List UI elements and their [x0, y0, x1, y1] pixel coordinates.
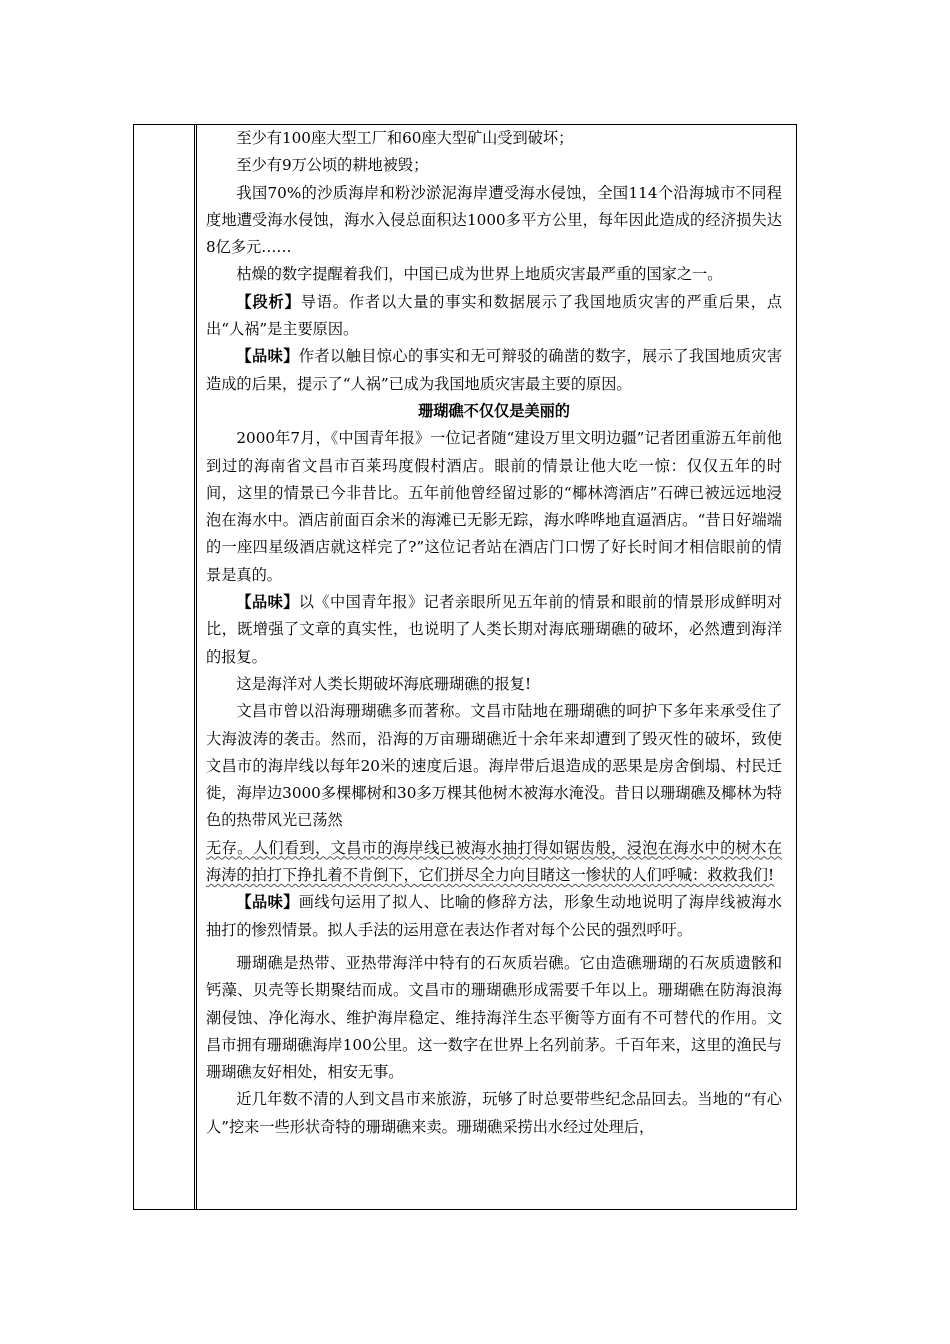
paragraph: 近几年数不清的人到文昌市来旅游，玩够了时总要带些纪念品回去。当地的“有心人”挖来一些形状奇特的珊瑚礁来卖。珊瑚礁采捞出水经过处理后， — [206, 1090, 782, 1136]
table-column-divider-inner — [196, 125, 197, 1209]
analysis-text: 导语。作者以大量的事实和数据展示了我国地质灾害的严重后果，点出“人祸”是主要原因。 — [206, 292, 783, 339]
appreciation-paragraph — [206, 889, 782, 944]
text-content — [206, 125, 782, 1141]
appreciation-tag: 【品味】 — [236, 593, 299, 612]
appreciation-text: 作者以触目惊心的事实和无可辩驳的确凿的数字，展示了我国地质灾害造成的后果，提示了“人祸”已成为我国地质灾害最主要的原因。 — [206, 347, 783, 393]
table-column-divider — [194, 125, 195, 1209]
underlined-sentence: 无存。人们看到，文昌市的海岸线已被海水抽打得如锯齿般，浸泡在海水中的树木在海涛的拍打下挣扎着不肯倒下，它们拼尽全力向目睹这一惨状的人们呼喊：救救我们! — [206, 838, 782, 885]
document-table — [133, 124, 797, 1210]
appreciation-text: 画线句运用了拟人、比喻的修辞方法，形象生动地说明了海岸线被海水抽打的惨烈情景。拟人手法的运用意在表达作者对每个公民的强烈呼吁。 — [206, 893, 783, 939]
analysis-tag: 【段析】 — [236, 292, 301, 311]
paragraph: 这是海洋对人类长期破坏海底珊瑚礁的报复! — [236, 674, 532, 693]
paragraph: 珊瑚礁是热带、亚热带海洋中特有的石灰质岩礁。它由造礁珊瑚的石灰质遗骸和钙藻、贝壳等长期聚结而成。文昌市的珊瑚礁形成需要千年以上。珊瑚礁在防海浪海潮侵蚀、净化海水、维护海岸稳定、维持海洋生态平衡等方面有不可替代的作用。文昌市拥有珊瑚礁海岸100公里。这一数字在世界上名列前茅。千百年来，这里的渔民与珊瑚礁友好相处，相安无事。 — [206, 953, 782, 1082]
paragraph: 至少有9万公顷的耕地被毁； — [236, 156, 429, 175]
paragraph: 枯燥的数字提醒着我们，中国已成为世界上地质灾害最严重的国家之一。 — [236, 265, 723, 284]
section-heading: 珊瑚礁不仅仅是美丽的 — [418, 401, 570, 420]
appreciation-paragraph — [206, 589, 782, 671]
appreciation-text: 以《中国青年报》记者亲眼所见五年前的情景和眼前的情景形成鲜明对比，既增强了文章的真实性，也说明了人类长期对海底珊瑚礁的破坏，必然遭到海洋的报复。 — [206, 593, 783, 666]
paragraph: 文昌市曾以沿海珊瑚礁多而著称。文昌市陆地在珊瑚礁的呵护下多年来承受住了大海波涛的袭击。然而，沿海的万亩珊瑚礁近十余年来却遭到了毁灭性的破坏，致使文昌市的海岸线以每年20米的速度后退。海岸带后退造成的恶果是房舍倒塌、村民迁徙，海岸边3000多棵椰树和30多万棵其他树木被海水淹没。昔日以珊瑚礁及椰林为特色的热带风光已荡然 — [206, 702, 782, 830]
underlined-paragraph — [206, 835, 782, 890]
analysis-paragraph — [206, 289, 782, 344]
paragraph: 我国70%的沙质海岸和粉沙淤泥海岸遭受海水侵蚀，全国114个沿海城市不同程度地遭受海水侵蚀，海水入侵总面积达1000多平方公里，每年因此造成的经济损失达8亿多元…… — [206, 183, 782, 257]
paragraph: 至少有100座大型工厂和60座大型矿山受到破坏； — [236, 129, 574, 147]
appreciation-paragraph — [206, 343, 782, 398]
appreciation-tag: 【品味】 — [236, 347, 299, 366]
appreciation-tag: 【品味】 — [236, 893, 299, 912]
paragraph: 2000年7月，《中国青年报》一位记者随“建设万里文明边疆”记者团重游五年前他到过的海南省文昌市百莱玛度假村酒店。眼前的情景让他大吃一惊：仅仅五年的时间，这里的情景已今非昔比。五年前他曾经留过影的“椰林湾酒店”石碑已被远远地浸泡在海水中。酒店前面百余米的海滩已无影无踪，海水哗哗地直逼酒店。“昔日好端端的一座四星级酒店就这样完了?”这位记者站在酒店门口愣了好长时间才相信眼前的情景是真的。 — [206, 429, 782, 584]
